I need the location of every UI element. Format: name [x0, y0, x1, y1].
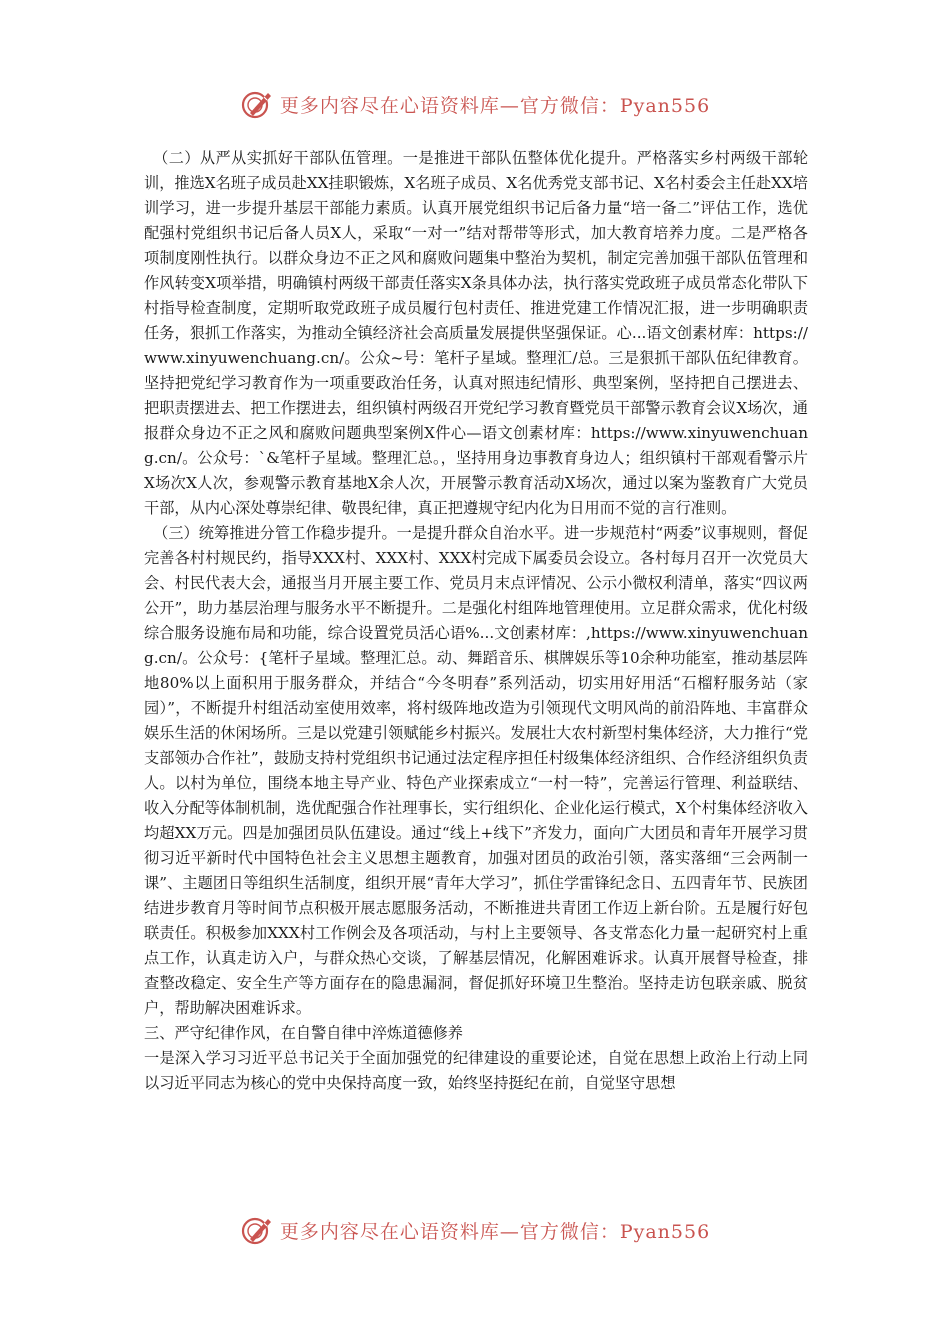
footer-watermark-text: 更多内容尽在心语资料库—官方微信：Pyan556: [279, 1220, 711, 1243]
fountain-pen-seal-icon: [240, 87, 274, 121]
body-paragraph: 一是深入学习习近平总书记关于全面加强党的纪律建设的重要论述，自觉在思想上政治上行动上同以习近平同志为核心的党中央保持高度一致，始终坚持挺纪在前，自觉坚守思想: [144, 1049, 808, 1092]
fountain-pen-seal-icon: [240, 1213, 274, 1247]
document-body: [144, 146, 808, 1096]
header-watermark: [0, 84, 950, 124]
section-heading: 三、严守纪律作风，在自警自律中淬炼道德修养: [144, 1024, 463, 1042]
header-watermark-text: 更多内容尽在心语资料库—官方微信：Pyan556: [279, 94, 711, 117]
body-paragraph: （二）从严从实抓好干部队伍管理。一是推进干部队伍整体优化提升。严格落实乡村两级干部轮训，推选X名班子成员赴XX挂职锻炼，X名班子成员、X名优秀党支部书记、X名村委会主任赴XX培训学习，进一步提升基层干部能力素质。认真开展党组织书记后备力量“培一备二”评估工作，选优配强村党组织书记后备人员X人，采取“一对一”结对帮带等形式，加大教育培养力度。二是严格各项制度刚性执行。以群众身边不正之风和腐败问题集中整治为契机，制定完善加强干部队伍管理和作风转变X项举措，明确镇村两级干部责任落实X条具体办法，执行落实党政班子成员常态化带队下村指导检查制度，定期听取党政班子成员履行包村责任、推进党建工作情况汇报，进一步明确职责任务，狠抓工作落实，为推动全镇经济社会高质量发展提供坚强保证。心...语文创素材库：https://www.xinyuwenchuang.cn/。公众~号：笔杆子星域。整理汇/总。三是狠抓干部队伍纪律教育。坚持把党纪学习教育作为一项重要政治任务，认真对照违纪情形、典型案例，坚持把自己摆进去、把职责摆进去、把工作摆进去，组织镇村两级召开党纪学习教育暨党员干部警示教育会议X场次，通报群众身边不正之风和腐败问题典型案例X件心—语文创素材库：https://www.xinyuwenchuang.cn/。公众号：`&笔杆子星域。整理汇总。，坚持用身边事教育身边人；组织镇村干部观看警示片X场次X人次，参观警示教育基地X余人次，开展警示教育活动X场次，通过以案为鉴教育广大党员干部，从内心深处尊崇纪律、敬畏纪律，真正把遵规守纪内化为日用而不觉的言行准则。: [144, 149, 808, 517]
footer-watermark: [0, 1210, 950, 1250]
body-paragraph: （三）统筹推进分管工作稳步提升。一是提升群众自治水平。进一步规范村“两委”议事规则，督促完善各村村规民约，指导XXX村、XXX村、XXX村完成下属委员会设立。各村每月召开一次党员大会、村民代表大会，通报当月开展主要工作、党员月末点评情况、公示小微权利清单，落实“四议两公开”，助力基层治理与服务水平不断提升。二是强化村组阵地管理使用。立足群众需求，优化村级综合服务设施布局和功能，综合设置党员活心语%...文创素材库：,https://www.xinyuwenchuang.cn/。公众号：{笔杆子星域。整理汇总。动、舞蹈音乐、棋牌娱乐等10余种功能室，推动基层阵地80%以上面积用于服务群众，并结合“今冬明春”系列活动，切实用好用活“石榴籽服务站（家园）”，不断提升村组活动室使用效率，将村级阵地改造为引领现代文明风尚的前沿阵地、丰富群众娱乐生活的休闲场所。三是以党建引领赋能乡村振兴。发展壮大农村新型村集体经济，大力推行“党支部领办合作社”，鼓励支持村党组织书记通过法定程序担任村级集体经济组织、合作经济组织负责人。以村为单位，围绕本地主导产业、特色产业探索成立“一村一特”，完善运行管理、利益联结、收入分配等体制机制，选优配强合作社理事长，实行组织化、企业化运行模式，X个村集体经济收入均超XX万元。四是加强团员队伍建设。通过“线上+线下”齐发力，面向广大团员和青年开展学习贯彻习近平新时代中国特色社会主义思想主题教育，加强对团员的政治引领，落实落细“三会两制一课”、主题团日等组织生活制度，组织开展“青年大学习”，抓住学雷锋纪念日、五四青年节、民族团结进步教育月等时间节点积极开展志愿服务活动，不断推进共青团工作迈上新台阶。五是履行好包联责任。积极参加XXX村工作例会及各项活动，与村上主要领导、各支常态化力量一起研究村上重点工作，认真走访入户，与群众热心交谈，了解基层情况，化解困难诉求。认真开展督导检查，排查整改稳定、安全生产等方面存在的隐患漏洞，督促抓好环境卫生整治。坚持走访包联亲戚、脱贫户，帮助解决困难诉求。: [144, 524, 808, 1017]
